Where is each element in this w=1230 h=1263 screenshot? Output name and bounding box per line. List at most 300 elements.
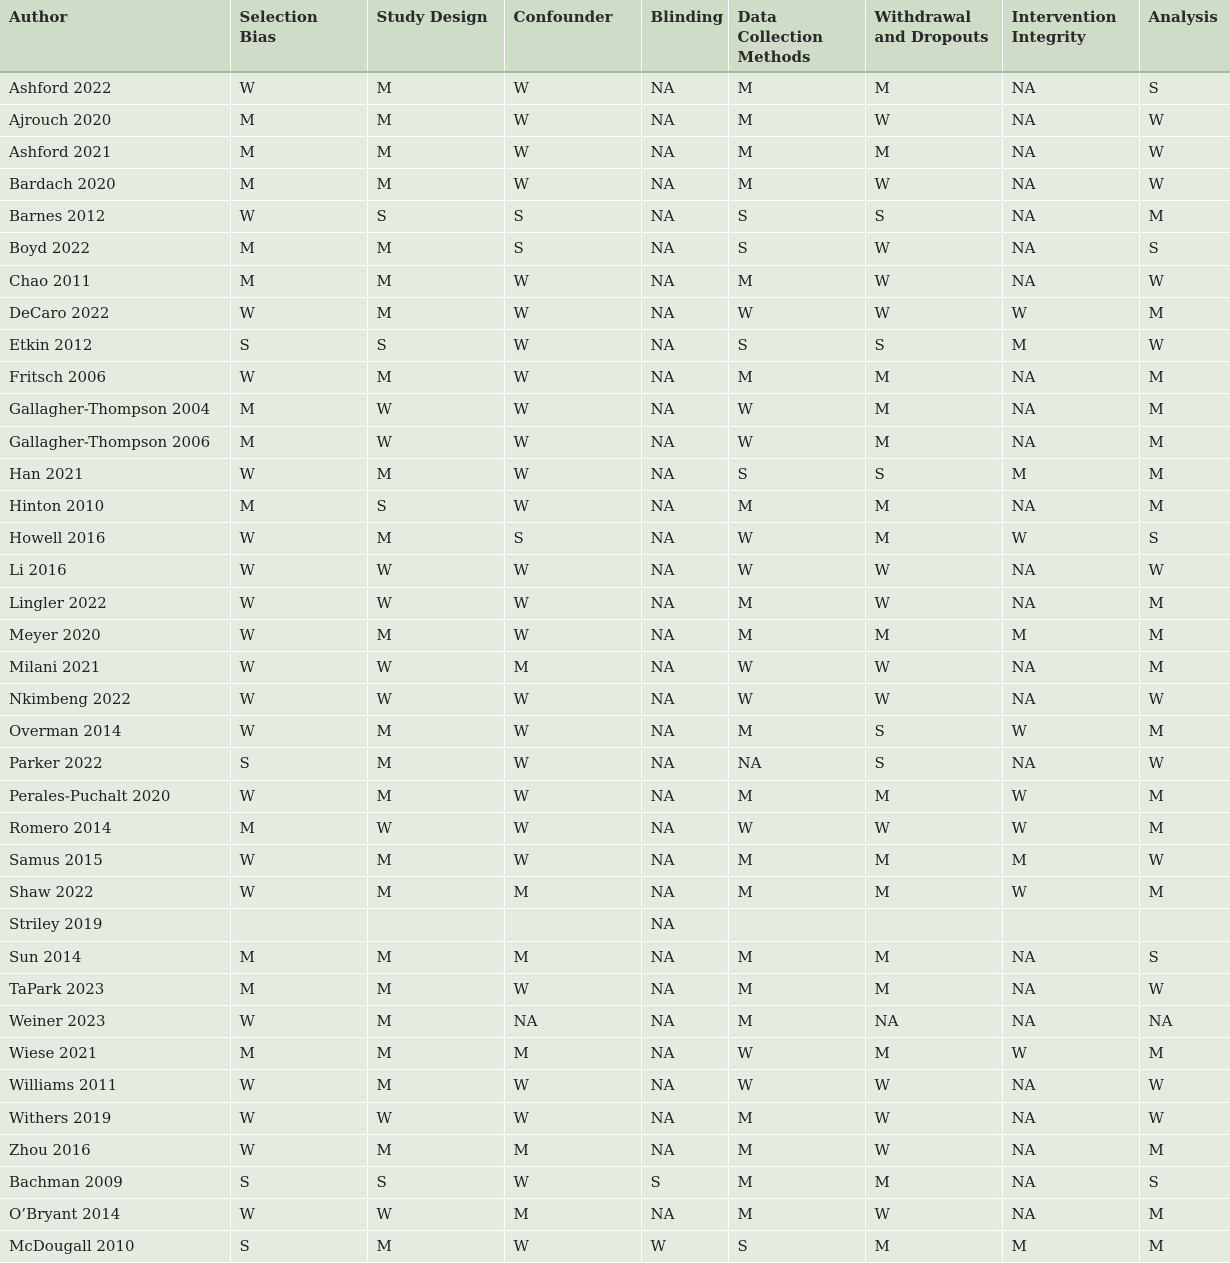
cell-data-collection-methods: W (728, 523, 865, 555)
cell-study-design: W (367, 555, 504, 587)
cell-data-collection-methods: M (728, 973, 865, 1005)
cell-data-collection-methods: M (728, 72, 865, 104)
cell-data-collection-methods: M (728, 490, 865, 522)
cell-author: Striley 2019 (0, 909, 230, 941)
table-header (0, 0, 1230, 72)
cell-withdrawal-and-dropouts: W (865, 684, 1002, 716)
cell-intervention-integrity: NA (1002, 201, 1139, 233)
cell-analysis: M (1139, 394, 1230, 426)
cell-blinding: NA (641, 104, 728, 136)
cell-intervention-integrity: M (1002, 845, 1139, 877)
cell-study-design: M (367, 233, 504, 265)
cell-author: Han 2021 (0, 458, 230, 490)
cell-selection-bias: W (230, 362, 367, 394)
cell-analysis: W (1139, 136, 1230, 168)
cell-data-collection-methods: M (728, 587, 865, 619)
cell-author: Overman 2014 (0, 716, 230, 748)
cell-author: Bachman 2009 (0, 1166, 230, 1198)
cell-study-design: M (367, 1231, 504, 1263)
cell-intervention-integrity: NA (1002, 973, 1139, 1005)
cell-author: Gallagher-Thompson 2004 (0, 394, 230, 426)
cell-confounder: M (504, 941, 641, 973)
cell-analysis: M (1139, 1231, 1230, 1263)
table-row (0, 780, 1230, 812)
cell-intervention-integrity: NA (1002, 265, 1139, 297)
cell-blinding: NA (641, 555, 728, 587)
cell-blinding: NA (641, 330, 728, 362)
cell-intervention-integrity: NA (1002, 941, 1139, 973)
table-row (0, 651, 1230, 683)
cell-confounder: W (504, 1070, 641, 1102)
cell-author: Ajrouch 2020 (0, 104, 230, 136)
cell-study-design: M (367, 523, 504, 555)
cell-analysis: M (1139, 1134, 1230, 1166)
table-row (0, 1070, 1230, 1102)
cell-intervention-integrity: NA (1002, 1102, 1139, 1134)
header-study-design: Study Design (367, 0, 504, 72)
table-row (0, 555, 1230, 587)
cell-withdrawal-and-dropouts: M (865, 362, 1002, 394)
cell-analysis: M (1139, 619, 1230, 651)
cell-withdrawal-and-dropouts: W (865, 104, 1002, 136)
cell-blinding: NA (641, 362, 728, 394)
cell-study-design: S (367, 1166, 504, 1198)
cell-data-collection-methods: NA (728, 748, 865, 780)
cell-confounder: M (504, 651, 641, 683)
cell-analysis: W (1139, 104, 1230, 136)
cell-study-design: M (367, 458, 504, 490)
cell-intervention-integrity: NA (1002, 136, 1139, 168)
cell-confounder: W (504, 169, 641, 201)
cell-selection-bias: W (230, 845, 367, 877)
cell-analysis: M (1139, 651, 1230, 683)
cell-selection-bias: W (230, 297, 367, 329)
cell-blinding: NA (641, 1005, 728, 1037)
cell-withdrawal-and-dropouts: NA (865, 1005, 1002, 1037)
cell-data-collection-methods: M (728, 169, 865, 201)
table-row (0, 201, 1230, 233)
cell-analysis: M (1139, 362, 1230, 394)
cell-withdrawal-and-dropouts: W (865, 265, 1002, 297)
cell-study-design (367, 909, 504, 941)
table-row (0, 845, 1230, 877)
table-row (0, 426, 1230, 458)
cell-confounder: W (504, 490, 641, 522)
cell-blinding: NA (641, 233, 728, 265)
table-row (0, 684, 1230, 716)
cell-blinding: NA (641, 458, 728, 490)
cell-withdrawal-and-dropouts: W (865, 812, 1002, 844)
cell-confounder (504, 909, 641, 941)
cell-blinding: NA (641, 1038, 728, 1070)
cell-confounder: W (504, 362, 641, 394)
table-row (0, 394, 1230, 426)
cell-blinding: W (641, 1231, 728, 1263)
cell-intervention-integrity: M (1002, 458, 1139, 490)
table-row (0, 716, 1230, 748)
cell-data-collection-methods: M (728, 1166, 865, 1198)
cell-intervention-integrity: W (1002, 1038, 1139, 1070)
table-row (0, 458, 1230, 490)
cell-data-collection-methods: W (728, 297, 865, 329)
cell-blinding: NA (641, 72, 728, 104)
cell-analysis: W (1139, 169, 1230, 201)
cell-analysis: W (1139, 973, 1230, 1005)
cell-selection-bias: M (230, 233, 367, 265)
cell-intervention-integrity: NA (1002, 104, 1139, 136)
cell-withdrawal-and-dropouts: S (865, 748, 1002, 780)
cell-withdrawal-and-dropouts (865, 909, 1002, 941)
cell-data-collection-methods: W (728, 1070, 865, 1102)
table-row (0, 72, 1230, 104)
cell-confounder: W (504, 716, 641, 748)
cell-data-collection-methods: M (728, 941, 865, 973)
cell-study-design: W (367, 1199, 504, 1231)
cell-selection-bias: W (230, 877, 367, 909)
cell-analysis: W (1139, 265, 1230, 297)
cell-author: Zhou 2016 (0, 1134, 230, 1166)
cell-study-design: M (367, 1005, 504, 1037)
cell-selection-bias: M (230, 265, 367, 297)
cell-intervention-integrity: NA (1002, 748, 1139, 780)
table-row (0, 1199, 1230, 1231)
cell-analysis: M (1139, 877, 1230, 909)
cell-blinding: NA (641, 845, 728, 877)
cell-blinding: NA (641, 265, 728, 297)
table-row (0, 748, 1230, 780)
cell-author: Withers 2019 (0, 1102, 230, 1134)
cell-selection-bias: W (230, 1005, 367, 1037)
cell-blinding: NA (641, 780, 728, 812)
cell-confounder: W (504, 619, 641, 651)
cell-author: Ashford 2021 (0, 136, 230, 168)
cell-confounder: NA (504, 1005, 641, 1037)
cell-selection-bias: M (230, 169, 367, 201)
table-row (0, 619, 1230, 651)
cell-author: Etkin 2012 (0, 330, 230, 362)
header-row (0, 0, 1230, 72)
cell-study-design: W (367, 587, 504, 619)
cell-blinding: NA (641, 136, 728, 168)
table-row (0, 587, 1230, 619)
cell-confounder: S (504, 523, 641, 555)
header-intervention-integrity: Intervention Integrity (1002, 0, 1139, 72)
cell-author: Fritsch 2006 (0, 362, 230, 394)
cell-intervention-integrity: M (1002, 1231, 1139, 1263)
cell-selection-bias: W (230, 619, 367, 651)
cell-analysis: W (1139, 684, 1230, 716)
cell-blinding: NA (641, 297, 728, 329)
cell-confounder: S (504, 233, 641, 265)
cell-intervention-integrity: NA (1002, 426, 1139, 458)
cell-data-collection-methods: W (728, 1038, 865, 1070)
cell-study-design: M (367, 362, 504, 394)
cell-data-collection-methods (728, 909, 865, 941)
cell-study-design: M (367, 973, 504, 1005)
cell-analysis: S (1139, 233, 1230, 265)
cell-study-design: M (367, 169, 504, 201)
cell-selection-bias: W (230, 72, 367, 104)
cell-author: Ashford 2022 (0, 72, 230, 104)
cell-study-design: W (367, 812, 504, 844)
cell-analysis: W (1139, 330, 1230, 362)
cell-data-collection-methods: M (728, 780, 865, 812)
cell-blinding: NA (641, 394, 728, 426)
cell-data-collection-methods: S (728, 233, 865, 265)
table-row (0, 490, 1230, 522)
cell-withdrawal-and-dropouts: W (865, 169, 1002, 201)
cell-intervention-integrity: NA (1002, 394, 1139, 426)
cell-selection-bias: M (230, 1038, 367, 1070)
cell-withdrawal-and-dropouts: W (865, 555, 1002, 587)
cell-confounder: M (504, 1038, 641, 1070)
cell-author: Li 2016 (0, 555, 230, 587)
cell-selection-bias: M (230, 490, 367, 522)
cell-intervention-integrity: W (1002, 297, 1139, 329)
cell-study-design: W (367, 1102, 504, 1134)
cell-data-collection-methods: M (728, 136, 865, 168)
cell-selection-bias: M (230, 973, 367, 1005)
cell-data-collection-methods: W (728, 812, 865, 844)
cell-data-collection-methods: W (728, 651, 865, 683)
cell-confounder: W (504, 748, 641, 780)
cell-confounder: W (504, 297, 641, 329)
cell-blinding: NA (641, 909, 728, 941)
cell-author: Perales-Puchalt 2020 (0, 780, 230, 812)
cell-withdrawal-and-dropouts: M (865, 426, 1002, 458)
cell-confounder: W (504, 426, 641, 458)
cell-analysis: M (1139, 426, 1230, 458)
cell-confounder: W (504, 780, 641, 812)
cell-withdrawal-and-dropouts: W (865, 1199, 1002, 1231)
table-row (0, 1231, 1230, 1263)
cell-author: DeCaro 2022 (0, 297, 230, 329)
cell-study-design: M (367, 748, 504, 780)
cell-intervention-integrity: NA (1002, 1199, 1139, 1231)
cell-analysis: M (1139, 297, 1230, 329)
table-row (0, 104, 1230, 136)
cell-confounder: S (504, 201, 641, 233)
cell-analysis: M (1139, 587, 1230, 619)
cell-intervention-integrity: NA (1002, 684, 1139, 716)
cell-author: Gallagher-Thompson 2006 (0, 426, 230, 458)
cell-analysis: M (1139, 490, 1230, 522)
cell-analysis: W (1139, 845, 1230, 877)
cell-confounder: M (504, 1199, 641, 1231)
table-row (0, 297, 1230, 329)
cell-selection-bias: W (230, 523, 367, 555)
table-row (0, 877, 1230, 909)
cell-withdrawal-and-dropouts: M (865, 619, 1002, 651)
cell-intervention-integrity: NA (1002, 490, 1139, 522)
table-row (0, 1134, 1230, 1166)
table-row (0, 362, 1230, 394)
cell-data-collection-methods: M (728, 362, 865, 394)
cell-author: Hinton 2010 (0, 490, 230, 522)
cell-blinding: NA (641, 523, 728, 555)
cell-blinding: NA (641, 490, 728, 522)
cell-analysis: W (1139, 748, 1230, 780)
cell-intervention-integrity: NA (1002, 72, 1139, 104)
cell-data-collection-methods: W (728, 684, 865, 716)
cell-selection-bias: W (230, 651, 367, 683)
table-row (0, 265, 1230, 297)
cell-data-collection-methods: S (728, 201, 865, 233)
cell-analysis: S (1139, 523, 1230, 555)
cell-study-design: W (367, 394, 504, 426)
cell-intervention-integrity: NA (1002, 169, 1139, 201)
table-row (0, 941, 1230, 973)
cell-data-collection-methods: M (728, 1134, 865, 1166)
header-data-collection-methods: Data Collection Methods (728, 0, 865, 72)
cell-selection-bias: W (230, 1102, 367, 1134)
cell-study-design: M (367, 877, 504, 909)
cell-intervention-integrity: NA (1002, 362, 1139, 394)
cell-author: TaPark 2023 (0, 973, 230, 1005)
cell-intervention-integrity: M (1002, 619, 1139, 651)
cell-selection-bias: W (230, 458, 367, 490)
cell-withdrawal-and-dropouts: M (865, 523, 1002, 555)
cell-study-design: M (367, 1070, 504, 1102)
cell-confounder: W (504, 136, 641, 168)
cell-blinding: NA (641, 587, 728, 619)
table-body (0, 72, 1230, 1263)
cell-withdrawal-and-dropouts: W (865, 587, 1002, 619)
cell-withdrawal-and-dropouts: M (865, 780, 1002, 812)
cell-intervention-integrity: NA (1002, 1005, 1139, 1037)
cell-confounder: W (504, 330, 641, 362)
cell-confounder: M (504, 877, 641, 909)
table-row (0, 330, 1230, 362)
cell-study-design: W (367, 426, 504, 458)
cell-confounder: W (504, 72, 641, 104)
cell-selection-bias: M (230, 941, 367, 973)
cell-analysis: M (1139, 1038, 1230, 1070)
cell-blinding: NA (641, 941, 728, 973)
cell-confounder: W (504, 684, 641, 716)
cell-data-collection-methods: M (728, 716, 865, 748)
cell-confounder: W (504, 1166, 641, 1198)
cell-data-collection-methods: M (728, 619, 865, 651)
cell-study-design: M (367, 136, 504, 168)
cell-intervention-integrity: NA (1002, 587, 1139, 619)
cell-author: Wiese 2021 (0, 1038, 230, 1070)
cell-study-design: W (367, 684, 504, 716)
cell-blinding: NA (641, 973, 728, 1005)
cell-intervention-integrity: W (1002, 877, 1139, 909)
cell-author: Bardach 2020 (0, 169, 230, 201)
cell-study-design: S (367, 330, 504, 362)
cell-confounder: W (504, 555, 641, 587)
cell-intervention-integrity: NA (1002, 1070, 1139, 1102)
cell-author: O’Bryant 2014 (0, 1199, 230, 1231)
cell-author: Meyer 2020 (0, 619, 230, 651)
table-row (0, 523, 1230, 555)
cell-analysis: M (1139, 1199, 1230, 1231)
cell-data-collection-methods: W (728, 426, 865, 458)
cell-data-collection-methods: W (728, 555, 865, 587)
cell-analysis: M (1139, 780, 1230, 812)
cell-confounder: W (504, 458, 641, 490)
table-row (0, 1166, 1230, 1198)
table-row (0, 1005, 1230, 1037)
cell-study-design: M (367, 72, 504, 104)
cell-data-collection-methods: M (728, 104, 865, 136)
cell-blinding: NA (641, 716, 728, 748)
cell-data-collection-methods: M (728, 1199, 865, 1231)
cell-data-collection-methods: S (728, 330, 865, 362)
cell-withdrawal-and-dropouts: W (865, 651, 1002, 683)
cell-intervention-integrity: W (1002, 812, 1139, 844)
cell-blinding: NA (641, 748, 728, 780)
cell-selection-bias: W (230, 716, 367, 748)
cell-withdrawal-and-dropouts: M (865, 845, 1002, 877)
cell-confounder: W (504, 265, 641, 297)
cell-blinding: NA (641, 169, 728, 201)
cell-data-collection-methods: S (728, 1231, 865, 1263)
cell-analysis: M (1139, 812, 1230, 844)
cell-author: Nkimbeng 2022 (0, 684, 230, 716)
header-selection-bias: Selection Bias (230, 0, 367, 72)
cell-withdrawal-and-dropouts: S (865, 458, 1002, 490)
cell-intervention-integrity: NA (1002, 651, 1139, 683)
cell-withdrawal-and-dropouts: W (865, 297, 1002, 329)
cell-withdrawal-and-dropouts: W (865, 1134, 1002, 1166)
cell-author: Sun 2014 (0, 941, 230, 973)
cell-selection-bias (230, 909, 367, 941)
header-author: Author (0, 0, 230, 72)
header-blinding: Blinding (641, 0, 728, 72)
cell-author: Lingler 2022 (0, 587, 230, 619)
cell-selection-bias: M (230, 426, 367, 458)
cell-analysis: W (1139, 1070, 1230, 1102)
cell-confounder: W (504, 1102, 641, 1134)
cell-analysis: M (1139, 716, 1230, 748)
cell-blinding: NA (641, 1102, 728, 1134)
cell-data-collection-methods: M (728, 845, 865, 877)
cell-selection-bias: M (230, 394, 367, 426)
cell-confounder: W (504, 104, 641, 136)
cell-author: Weiner 2023 (0, 1005, 230, 1037)
cell-blinding: S (641, 1166, 728, 1198)
cell-selection-bias: W (230, 1199, 367, 1231)
cell-confounder: W (504, 1231, 641, 1263)
cell-intervention-integrity: W (1002, 523, 1139, 555)
cell-blinding: NA (641, 1070, 728, 1102)
cell-selection-bias: W (230, 555, 367, 587)
header-analysis: Analysis (1139, 0, 1230, 72)
cell-blinding: NA (641, 684, 728, 716)
cell-confounder: W (504, 587, 641, 619)
cell-withdrawal-and-dropouts: W (865, 233, 1002, 265)
header-withdrawal-and-dropouts: Withdrawal and Dropouts (865, 0, 1002, 72)
cell-study-design: M (367, 845, 504, 877)
cell-data-collection-methods: W (728, 394, 865, 426)
cell-study-design: M (367, 941, 504, 973)
cell-analysis: S (1139, 1166, 1230, 1198)
cell-intervention-integrity: NA (1002, 233, 1139, 265)
cell-intervention-integrity: W (1002, 780, 1139, 812)
cell-blinding: NA (641, 201, 728, 233)
cell-study-design: M (367, 265, 504, 297)
cell-author: Barnes 2012 (0, 201, 230, 233)
cell-withdrawal-and-dropouts: S (865, 716, 1002, 748)
cell-selection-bias: W (230, 684, 367, 716)
cell-study-design: M (367, 716, 504, 748)
table-row (0, 1102, 1230, 1134)
cell-blinding: NA (641, 877, 728, 909)
table-row (0, 909, 1230, 941)
